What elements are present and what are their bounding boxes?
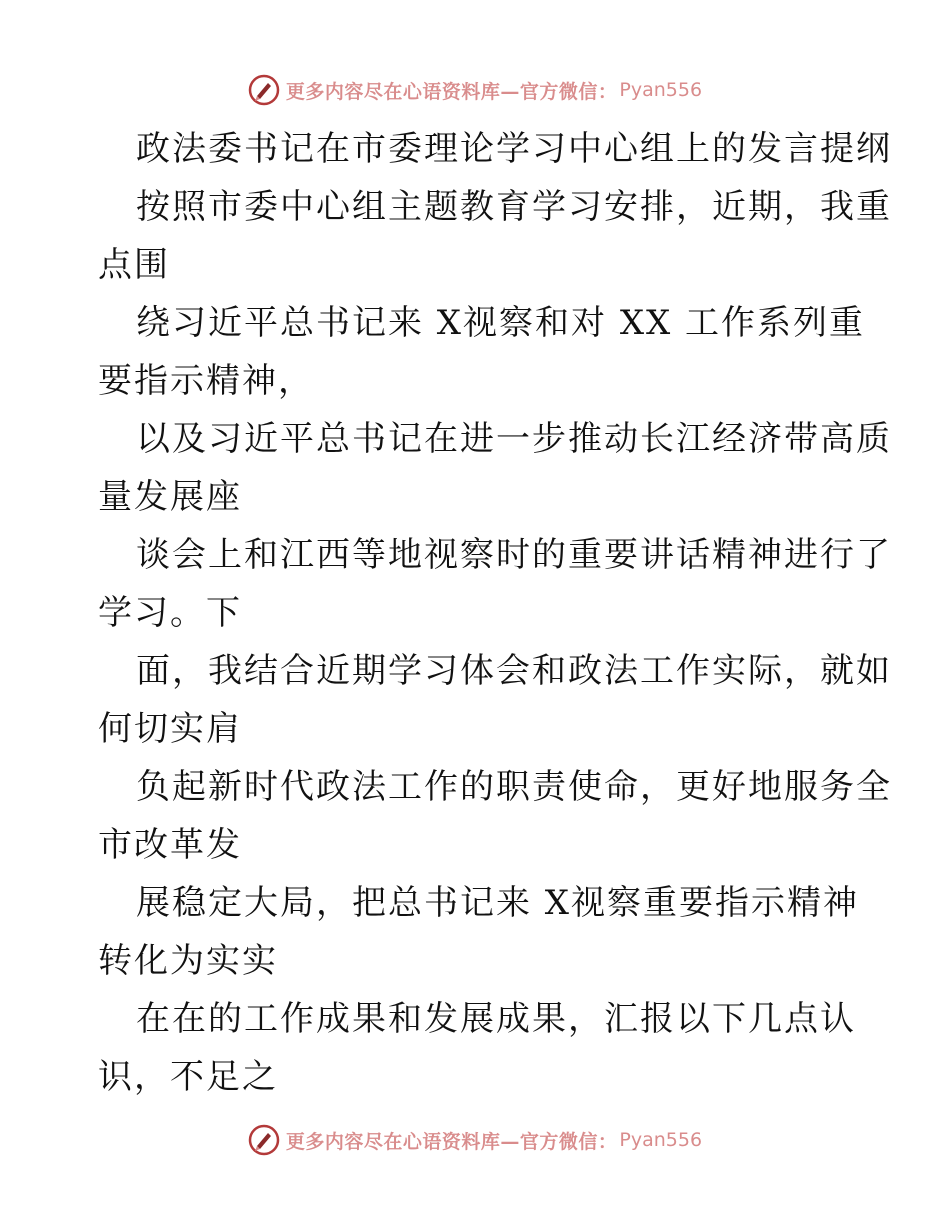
text-line: 政法委书记在市委理论学习中心组上的发言提纲: [136, 129, 892, 169]
text-line: 绕习近平总书记来 X视察和对 XX 工作系列重: [136, 303, 866, 343]
pen-logo-icon: [248, 1124, 280, 1156]
text-line: 按照市委中心组主题教育学习安排，近期，我重: [136, 187, 892, 227]
text-line: 展稳定大局，把总书记来 X视察重要指示精神: [136, 883, 860, 923]
text-line: 面，我结合近期学习体会和政法工作实际，就如: [136, 651, 892, 691]
text-line: 学习。下: [98, 593, 242, 633]
banner-text: 更多内容尽在心语资料库—官方微信：: [285, 80, 618, 103]
footer-banner: [0, 1120, 950, 1160]
document-body: [98, 120, 892, 1106]
text-line: 何切实肩: [98, 709, 242, 749]
text-line: 点围: [98, 245, 170, 285]
text-line: 要指示精神，: [98, 361, 314, 401]
text-line: 谈会上和江西等地视察时的重要讲话精神进行了: [136, 535, 892, 575]
text-line: 转化为实实: [98, 941, 278, 981]
pen-logo-icon: [248, 74, 280, 106]
text-line: 在在的工作成果和发展成果，汇报以下几点认: [136, 999, 856, 1039]
text-line: 市改革发: [98, 825, 242, 865]
text-line: 识，不足之: [98, 1057, 278, 1097]
banner-wechat-id: Pyan556: [619, 1129, 703, 1151]
text-line: 负起新时代政法工作的职责使命，更好地服务全: [136, 767, 892, 807]
header-banner: [0, 70, 950, 110]
banner-wechat-id: Pyan556: [619, 79, 703, 101]
banner-text: 更多内容尽在心语资料库—官方微信：: [285, 1130, 618, 1153]
text-line: 量发展座: [98, 477, 242, 517]
text-line: 以及习近平总书记在进一步推动长江经济带高质: [136, 419, 892, 459]
